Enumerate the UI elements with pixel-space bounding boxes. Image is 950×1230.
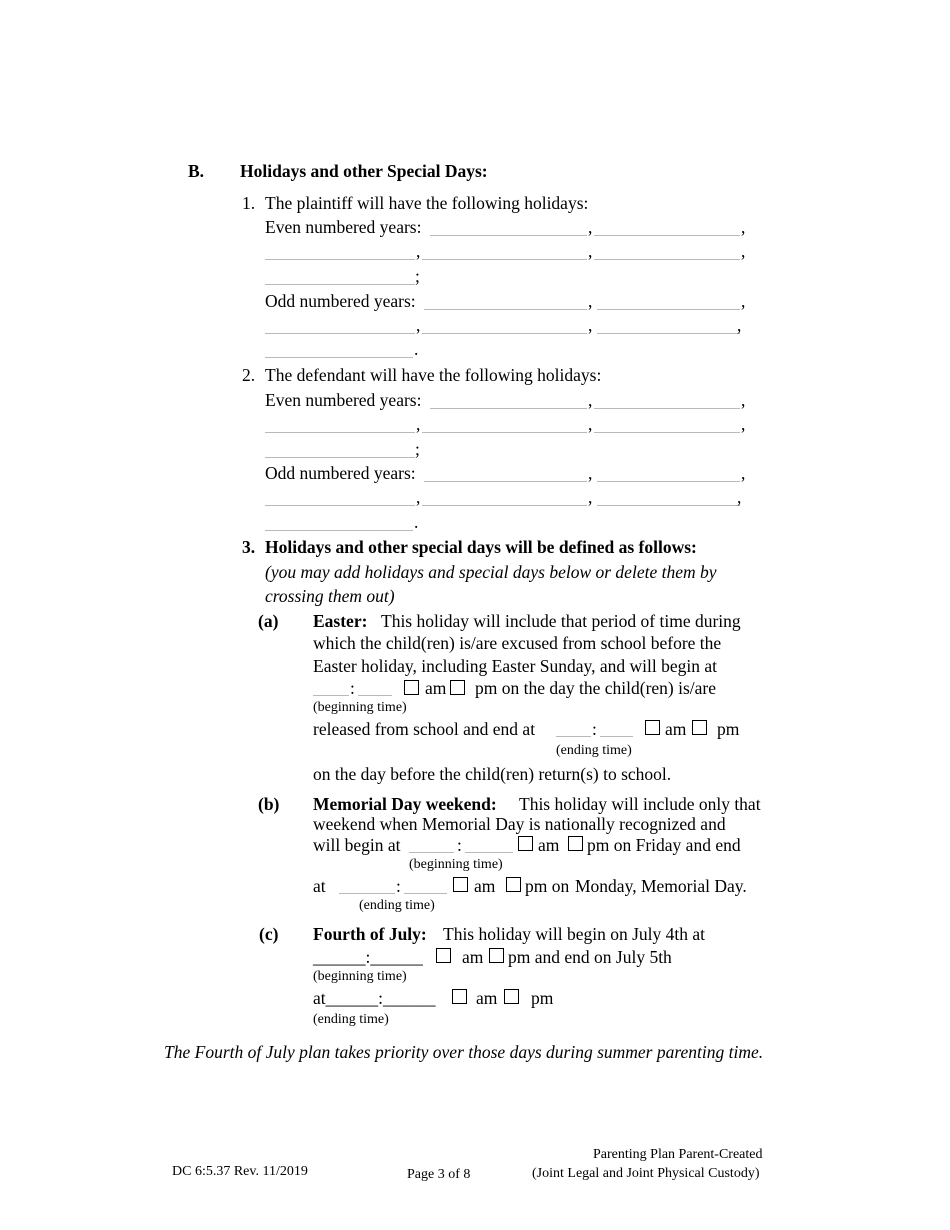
july-line1: This holiday will begin on July 4th at [443, 924, 705, 944]
defendant-even-holiday-1[interactable] [430, 408, 587, 409]
memorial-line1: This holiday will include only that [519, 794, 761, 814]
footer-form-id: DC 6:5.37 Rev. 11/2019 [172, 1164, 308, 1179]
defendant-even-holiday-3[interactable] [265, 432, 415, 433]
defendant-odd-holiday-3[interactable] [265, 505, 415, 506]
comma: , [588, 217, 593, 237]
defendant-odd-holiday-5[interactable] [597, 505, 740, 506]
memorial-begin-minute-field[interactable] [465, 852, 513, 853]
easter-end-pm-checkbox[interactable] [692, 720, 707, 735]
memorial-end-hour-field[interactable] [339, 893, 395, 894]
footer-title-line1: Parenting Plan Parent-Created [593, 1147, 763, 1162]
comma: , [588, 487, 593, 507]
comma: , [416, 315, 421, 335]
defendant-odd-holiday-4[interactable] [422, 505, 587, 506]
item2-number: 2. [242, 365, 256, 385]
plaintiff-odd-holiday-2[interactable] [597, 309, 740, 310]
comma: , [737, 315, 742, 335]
comma: , [588, 291, 593, 311]
plaintiff-odd-holiday-4[interactable] [422, 333, 587, 334]
july-begin-pm-checkbox[interactable] [489, 948, 504, 963]
am-label: am [425, 678, 447, 698]
easter-line2: which the child(ren) is/are excused from school before the [313, 633, 722, 653]
section-title: Holidays and other Special Days: [240, 161, 488, 181]
memorial-end-caption: (ending time) [359, 898, 435, 913]
item1-text: The plaintiff will have the following holidays: [265, 193, 589, 213]
am-label: am [476, 988, 498, 1008]
defendant-odd-holiday-1[interactable] [424, 481, 587, 482]
plaintiff-odd-holiday-3[interactable] [265, 333, 415, 334]
plaintiff-even-holiday-6[interactable] [265, 284, 415, 285]
item3-number: 3. [242, 537, 256, 557]
easter-end-caption: (ending time) [556, 743, 632, 758]
easter-begin-minute-field[interactable] [358, 695, 392, 696]
memorial-pm-on-text: pm on [525, 876, 570, 896]
comma: , [588, 390, 593, 410]
am-label: am [538, 835, 560, 855]
easter-line1: This holiday will include that period of time during [381, 611, 741, 631]
comma: , [416, 414, 421, 434]
memorial-letter: (b) [258, 794, 280, 814]
memorial-monday-text: Monday, Memorial Day. [575, 876, 747, 896]
memorial-pm-friday-text: pm on Friday and end [587, 835, 741, 855]
easter-final-text: on the day before the child(ren) return(s) to school. [313, 764, 672, 784]
easter-title: Easter: [313, 611, 368, 631]
pm-label: pm [717, 719, 740, 739]
memorial-begin-caption: (beginning time) [409, 857, 503, 872]
colon: : [350, 678, 355, 698]
july-title: Fourth of July: [313, 924, 427, 944]
easter-end-am-checkbox[interactable] [645, 720, 660, 735]
easter-letter: (a) [258, 611, 279, 631]
comma: , [588, 463, 593, 483]
colon: : [457, 835, 462, 855]
memorial-will-begin: will begin at [313, 835, 401, 855]
july-end-time-field[interactable]: at______:______ [313, 988, 436, 1008]
period: . [414, 339, 419, 359]
item2-text: The defendant will have the following holidays: [265, 365, 602, 385]
memorial-title: Memorial Day weekend: [313, 794, 497, 814]
plaintiff-even-holiday-2[interactable] [594, 235, 740, 236]
plaintiff-even-holiday-5[interactable] [594, 259, 740, 260]
memorial-begin-pm-checkbox[interactable] [568, 836, 583, 851]
easter-begin-pm-checkbox[interactable] [450, 680, 465, 695]
footer-page-number: Page 3 of 8 [407, 1167, 471, 1182]
pm-label: pm [531, 988, 554, 1008]
section-letter: B. [188, 161, 205, 181]
colon: : [592, 719, 597, 739]
july-letter: (c) [259, 924, 279, 944]
item1-number: 1. [242, 193, 256, 213]
memorial-end-pm-checkbox[interactable] [506, 877, 521, 892]
easter-begin-am-checkbox[interactable] [404, 680, 419, 695]
memorial-begin-hour-field[interactable] [409, 852, 454, 853]
am-label: am [665, 719, 687, 739]
july-end-am-checkbox[interactable] [452, 989, 467, 1004]
easter-released-text: released from school and end at [313, 719, 536, 739]
plaintiff-even-holiday-1[interactable] [430, 235, 587, 236]
priority-note: The Fourth of July plan takes priority over those days during summer parenting time. [164, 1042, 764, 1062]
plaintiff-odd-holiday-6[interactable] [265, 357, 413, 358]
semicolon: ; [415, 439, 420, 459]
comma: , [737, 487, 742, 507]
comma: , [588, 414, 593, 434]
am-label: am [474, 876, 496, 896]
item1-even-label: Even numbered years: [265, 217, 422, 237]
item2-even-label: Even numbered years: [265, 390, 422, 410]
item3-title: Holidays and other special days will be defined as follows: [265, 537, 697, 557]
comma: , [588, 241, 593, 261]
comma: , [741, 414, 746, 434]
comma: , [741, 217, 746, 237]
defendant-even-holiday-6[interactable] [265, 457, 415, 458]
july-end-caption: (ending time) [313, 1012, 389, 1027]
comma: , [741, 291, 746, 311]
memorial-line2: weekend when Memorial Day is nationally recognized and [313, 814, 726, 834]
memorial-end-minute-field[interactable] [404, 893, 447, 894]
plaintiff-odd-holiday-5[interactable] [597, 333, 740, 334]
comma: , [741, 463, 746, 483]
comma: , [741, 390, 746, 410]
plaintiff-odd-holiday-1[interactable] [424, 309, 587, 310]
comma: , [588, 315, 593, 335]
item3-note-line1: (you may add holidays and special days below or delete them by [265, 562, 717, 582]
july-begin-time-field[interactable]: ______:______ [313, 947, 423, 967]
easter-begin-hour-field[interactable] [313, 695, 349, 696]
comma: , [741, 241, 746, 261]
semicolon: ; [415, 266, 420, 286]
item1-odd-label: Odd numbered years: [265, 291, 416, 311]
memorial-begin-am-checkbox[interactable] [518, 836, 533, 851]
defendant-even-holiday-2[interactable] [594, 408, 740, 409]
comma: , [416, 241, 421, 261]
plaintiff-even-holiday-4[interactable] [422, 259, 587, 260]
am-label: am [462, 947, 484, 967]
easter-begin-caption: (beginning time) [313, 700, 407, 715]
plaintiff-even-holiday-3[interactable] [265, 259, 415, 260]
memorial-at: at [313, 876, 326, 896]
july-end-pm-checkbox[interactable] [504, 989, 519, 1004]
easter-end-minute-field[interactable] [600, 736, 633, 737]
july-pm-end-text: pm and end on July 5th [508, 947, 672, 967]
july-begin-am-checkbox[interactable] [436, 948, 451, 963]
item2-odd-label: Odd numbered years: [265, 463, 416, 483]
defendant-even-holiday-5[interactable] [594, 432, 740, 433]
july-begin-caption: (beginning time) [313, 969, 407, 984]
period: . [414, 512, 419, 532]
defendant-even-holiday-4[interactable] [422, 432, 587, 433]
comma: , [416, 487, 421, 507]
footer-title-line2: (Joint Legal and Joint Physical Custody) [532, 1166, 760, 1181]
easter-end-hour-field[interactable] [556, 736, 591, 737]
memorial-end-am-checkbox[interactable] [453, 877, 468, 892]
easter-line3: Easter holiday, including Easter Sunday, and will begin at [313, 656, 718, 676]
colon: : [396, 876, 401, 896]
defendant-odd-holiday-6[interactable] [265, 530, 413, 531]
easter-pm-on-text: pm on the day the child(ren) is/are [475, 678, 717, 698]
defendant-odd-holiday-2[interactable] [597, 481, 740, 482]
item3-note-line2: crossing them out) [265, 586, 395, 606]
